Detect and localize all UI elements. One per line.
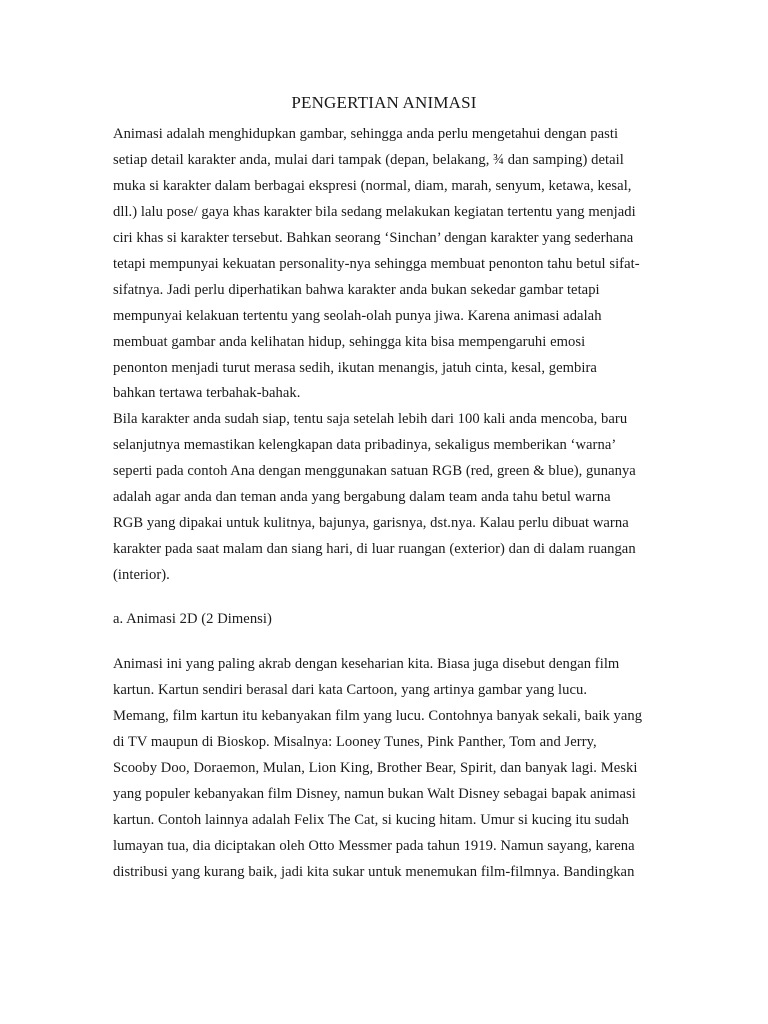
text-line: penonton menjadi turut merasa sedih, ikutan menangis, jatuh cinta, kesal, gembira — [113, 360, 597, 376]
document-title: PENGERTIAN ANIMASI — [291, 93, 477, 112]
text-line: kartun. Kartun sendiri berasal dari kata Cartoon, yang artinya gambar yang lucu. — [113, 682, 588, 698]
text-line: RGB yang dipakai untuk kulitnya, bajunya, garisnya, dst.nya. Kalau perlu dibuat warna — [113, 515, 629, 531]
text-line: (interior). — [113, 567, 170, 583]
text-line: adalah agar anda dan teman anda yang bergabung dalam team anda tahu betul warna — [113, 489, 611, 505]
text-line: mempunyai kelakuan tertentu yang seolah-olah punya jiwa. Karena animasi adalah — [113, 308, 602, 324]
text-line: Scooby Doo, Doraemon, Mulan, Lion King, Brother Bear, Spirit, dan banyak lagi. Meski — [113, 760, 638, 776]
text-line: kartun. Contoh lainnya adalah Felix The Cat, si kucing hitam. Umur si kucing itu sudah — [113, 812, 629, 828]
text-line: selanjutnya memastikan kelengkapan data pribadinya, sekaligus memberikan ‘warna’ — [113, 437, 617, 453]
text-line: dll.) lalu pose/ gaya khas karakter bila sedang melakukan kegiatan tertentu yang menjadi — [113, 204, 636, 220]
text-line: setiap detail karakter anda, mulai dari tampak (depan, belakang, ¾ dan samping) detail — [113, 152, 624, 168]
text-line: Memang, film kartun itu kebanyakan film yang lucu. Contohnya banyak sekali, baik yang — [113, 708, 643, 724]
text-line: bahkan tertawa terbahak-bahak. — [113, 385, 301, 401]
text-line: Animasi ini yang paling akrab dengan keseharian kita. Biasa juga disebut dengan film — [113, 656, 620, 672]
text-line: Bila karakter anda sudah siap, tentu saja setelah lebih dari 100 kali anda mencoba, baru — [113, 411, 628, 427]
text-line: Animasi adalah menghidupkan gambar, sehingga anda perlu mengetahui dengan pasti — [113, 126, 619, 142]
text-line: tetapi mempunyai kekuatan personality-nya sehingga membuat penonton tahu betul sifat- — [113, 256, 640, 272]
text-line: yang populer kebanyakan film Disney, namun bukan Walt Disney sebagai bapak animasi — [113, 786, 636, 802]
text-line: distribusi yang kurang baik, jadi kita sukar untuk menemukan film-filmnya. Bandingkan — [113, 864, 635, 880]
text-line: sifatnya. Jadi perlu diperhatikan bahwa karakter anda bukan sekedar gambar tetapi — [113, 282, 600, 298]
text-line: muka si karakter dalam berbagai ekspresi (normal, diam, marah, senyum, ketawa, kesal, — [113, 178, 632, 194]
text-line: karakter pada saat malam dan siang hari, di luar ruangan (exterior) dan di dalam ruangan — [113, 541, 636, 557]
text-line: membuat gambar anda kelihatan hidup, sehingga kita bisa mempengaruhi emosi — [113, 334, 586, 350]
text-line: lumayan tua, dia diciptakan oleh Otto Messmer pada tahun 1919. Namun sayang, karena — [113, 838, 635, 854]
text-line: di TV maupun di Bioskop. Misalnya: Looney Tunes, Pink Panther, Tom and Jerry, — [113, 734, 597, 750]
section-heading: a. Animasi 2D (2 Dimensi) — [113, 611, 272, 627]
text-line: seperti pada contoh Ana dengan menggunakan satuan RGB (red, green & blue), gunanya — [113, 463, 636, 479]
text-line: ciri khas si karakter tersebut. Bahkan seorang ‘Sinchan’ dengan karakter yang sederhana — [113, 230, 634, 246]
